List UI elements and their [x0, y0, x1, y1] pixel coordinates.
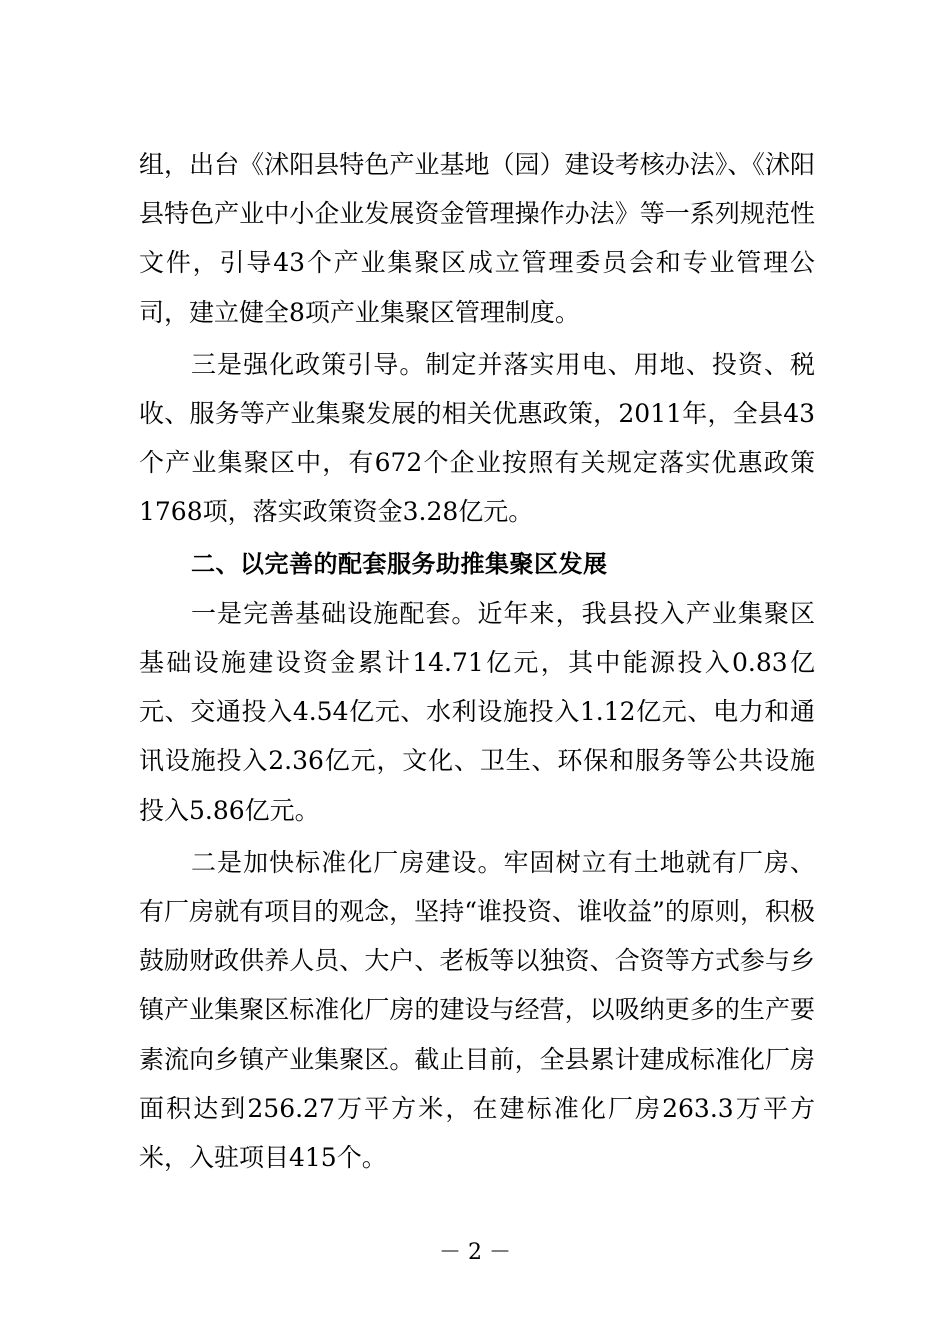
document-body: [139, 140, 815, 1182]
paragraph-text: 制定并落实用电、用地、投资、税收、服务等产业集聚发展的相关优惠政策，2011年，全县43个产业集聚区中，有672个企业按照有关规定落实优惠政策1768项，落实政策资金3.28亿元。: [139, 349, 815, 527]
paragraph-continuation: 组，出台《沭阳县特色产业基地（园）建设考核办法》、《沭阳县特色产业中小企业发展资金管理操作办法》等一系列规范性文件，引导43个产业集聚区成立管理委员会和专业管理公司，建立健全8项产业集聚区管理制度。: [139, 150, 815, 327]
paragraph-standard-factory: [139, 838, 815, 1182]
paragraph-text: 近年来，我县投入产业集聚区基础设施建设资金累计14.71亿元，其中能源投入0.83亿元、交通投入4.54亿元、水利设施投入1.12亿元、电力和通讯设施投入2.36亿元，文化、卫生、环保和服务等公共设施投入5.86亿元。: [139, 598, 815, 825]
paragraph-infrastructure: [139, 589, 815, 835]
paragraph-text: 牢固树立有土地就有厂房、有厂房就有项目的观念，坚持“谁投资、谁收益”的原则，积极鼓励财政供养人员、大户、老板等以独资、合资等方式参与乡镇产业集聚区标准化厂房的建设与经营，以吸纳更多的生产要素流向乡镇产业集聚区。截止目前，全县累计建成标准化厂房面积达到256.27万平方米，在建标准化厂房263.3万平方米，入驻项目415个。: [139, 847, 815, 1173]
paragraph-lead: 三是强化政策引导。: [191, 349, 426, 379]
section-heading: 二、以完善的配套服务助推集聚区发展: [191, 549, 608, 578]
paragraph-lead: 一是完善基础设施配套。: [191, 598, 478, 628]
paragraph-lead: 二是加快标准化厂房建设。: [191, 847, 504, 877]
paragraph-policy-guidance: [139, 340, 815, 537]
page-number: － 2 －: [439, 1240, 511, 1265]
